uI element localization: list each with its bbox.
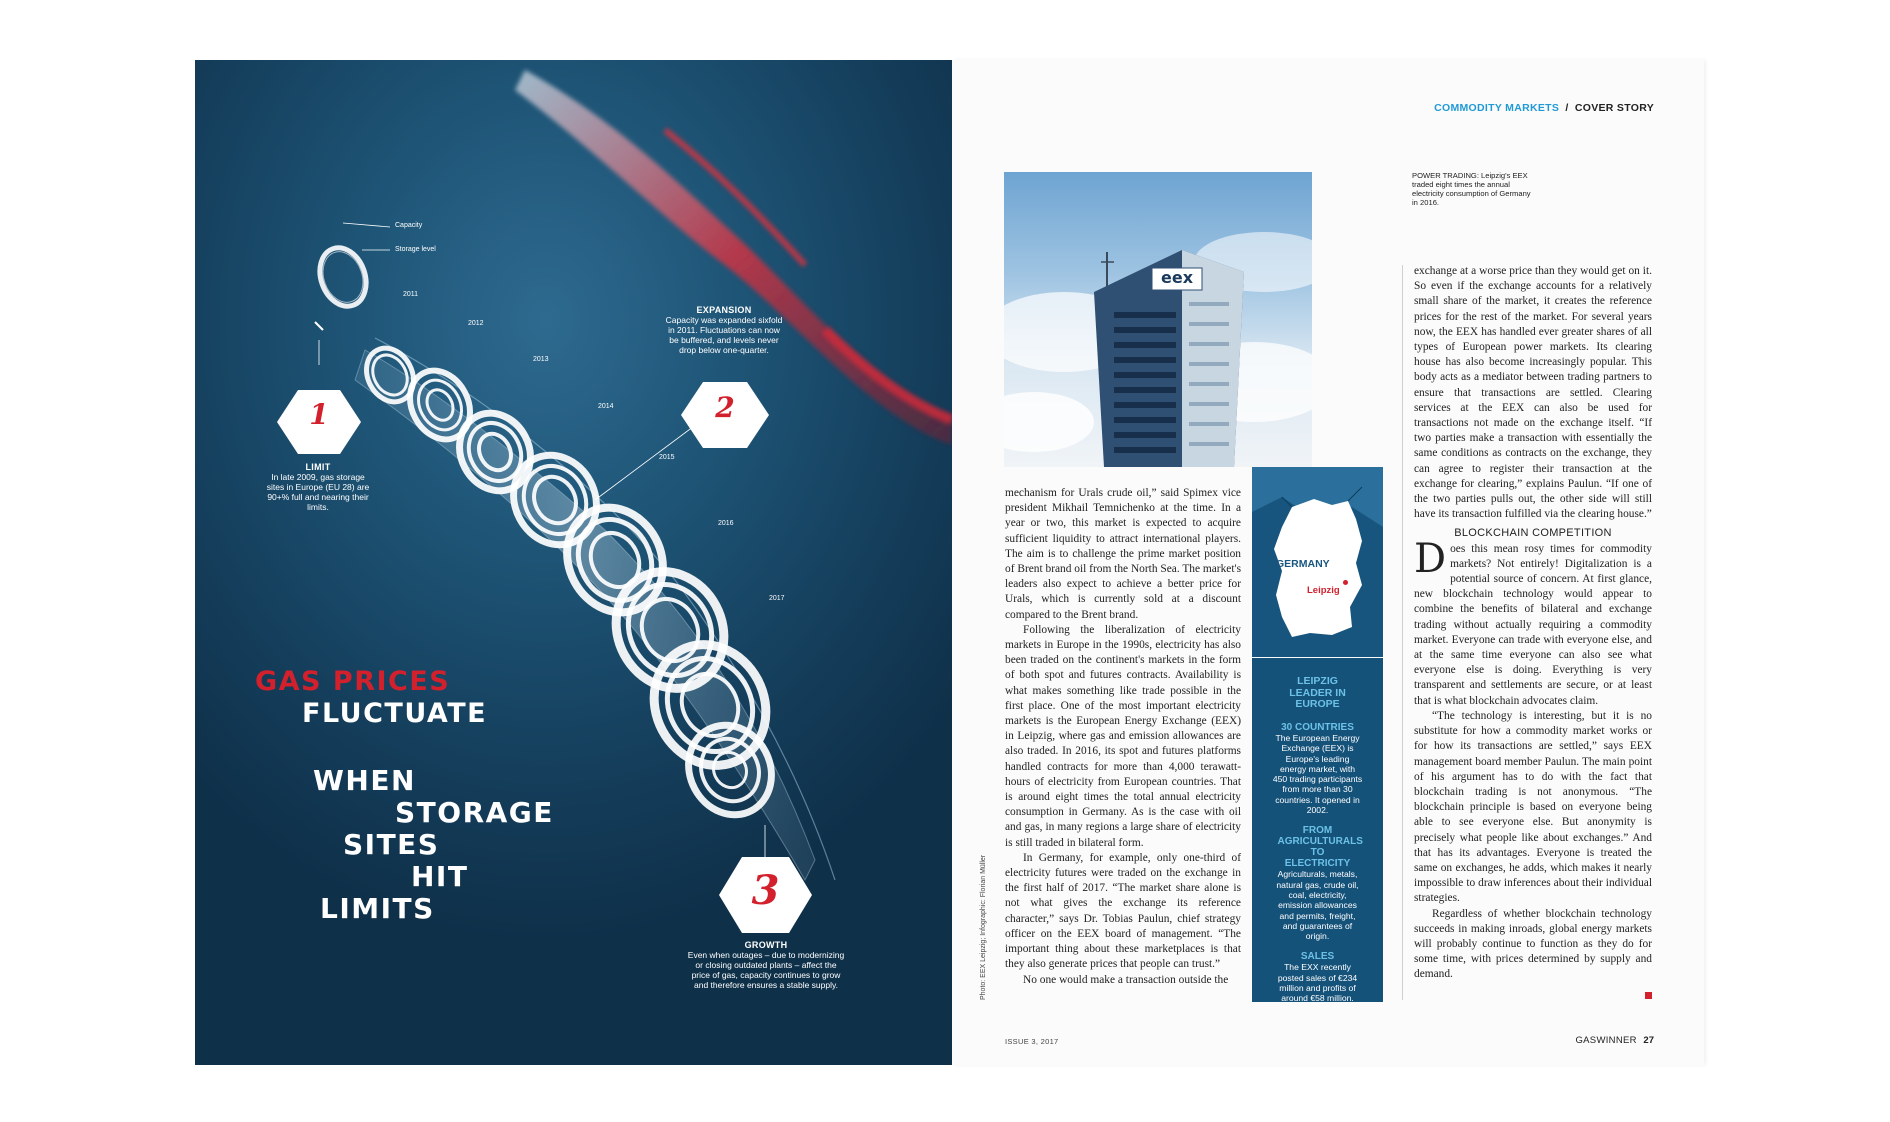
article-column-1 <box>1005 486 1241 988</box>
year-label: 2016 <box>718 520 734 527</box>
right-page-article <box>952 60 1704 1065</box>
sidebar-subtitle: LEADER IN EUROPE <box>1289 687 1346 710</box>
sidebar-section-title: 30 COUNTRIES <box>1281 722 1354 733</box>
sidebar-section-title: SALES <box>1300 951 1335 963</box>
marker-3-title: GROWTH <box>744 940 788 950</box>
marker-3-caption <box>687 940 845 990</box>
legend-capacity: Capacity <box>395 222 423 229</box>
marker-3-text: Even when outages – due to modernizing or closing outdated plants – affect the price of gas, capacity continues to grow and therefore ensures a stable supply. <box>687 950 845 990</box>
left-page-infographic <box>195 60 952 1065</box>
building-photo <box>1004 172 1312 467</box>
dropcap: D <box>1414 535 1447 582</box>
marker-1-caption <box>263 462 373 512</box>
map-city-dot <box>1343 580 1348 585</box>
year-label: 2017 <box>769 595 785 602</box>
col2-paragraph: “The technology is interesting, but it is no substitute for how a commodity market works or for how its transactions are settled,” says EEX management board member Paulun. The main point of his argument has to do with the fact that blockchain trading is not anonymous. “The blockchain principle is based on everyone being able to see everyone else. But anonymity is precisely what people like about exchanges.” And that has its advantages. Everyone is treated the same on exchanges, he adds, which makes it nearly impossible to draw inferences about their individual strategies. <box>1414 709 1652 905</box>
building-illustration <box>1004 172 1312 467</box>
sidebar-section-title: FROM AGRICULTURALS TO ELECTRICITY <box>1277 825 1363 870</box>
subhead: BLOCKCHAIN COMPETITION <box>1454 527 1612 540</box>
col1-paragraph: In Germany, for example, only one-third of electricity futures were traded on the exchange in the first half of 2017. “The market share alone is not what gives the exchange its reference character,” says Dr. Tobias Paulun, chief strategy officer on the EEX board of management. “The important thing about these marketplaces is that they also generate prices that people can trust.” <box>1005 851 1241 971</box>
sidebar-title: LEIPZIG <box>1297 675 1338 687</box>
germany-map <box>1252 467 1383 657</box>
col2-paragraph <box>1414 535 1652 709</box>
sidebar-info-box <box>1252 658 1383 1002</box>
headline-limits: LIMITS <box>320 892 435 925</box>
marker-2-title: EXPANSION <box>696 305 752 315</box>
map-city-label: Leipzig <box>1307 585 1340 596</box>
headline-when: WHEN <box>313 764 416 797</box>
end-mark <box>1645 992 1652 999</box>
year-label: 2012 <box>468 320 484 327</box>
building-sign: eex <box>1160 268 1194 287</box>
marker-1-number: 1 <box>309 398 329 431</box>
col1-paragraph: mechanism for Urals crude oil,” said Spimex vice president Mikhail Temnichenko at the time. In a year or two, this market is expected to acquire sufficient liquidity to attract international players. The aim is to challenge the prime market position of Brent brand oil from the North Sea. The market's leaders also expect to achieve a better price for Urals, which is currently sold at a discount compared to the Brent brand. <box>1005 487 1241 621</box>
footer-magazine: GASWINNER <box>1575 1035 1637 1046</box>
sidebar-section-text: Agriculturals, metals, natural gas, crude oil, coal, electricity, emission allowances and permits, freight, and guarantees of origin. <box>1276 869 1359 942</box>
photo-caption: POWER TRADING: Leipzig's EEX traded eight times the annual electricity consumption of Germany in 2016. <box>1412 171 1531 207</box>
page-header <box>1434 102 1654 114</box>
header-section: COMMODITY MARKETS <box>1434 102 1560 114</box>
photo-credit: Photo: EEX Leipzig; Infographic: Florian Müller <box>980 854 987 1000</box>
header-category: COVER STORY <box>1574 102 1654 114</box>
article-column-2 <box>1414 264 1652 983</box>
year-label: 2013 <box>533 356 549 363</box>
marker-1-text: In late 2009, gas storage sites in Europe (EU 28) are 90+% full and nearing their limits. <box>266 472 370 512</box>
headline-hit: HIT <box>411 860 469 893</box>
headline-sites: SITES <box>343 828 440 861</box>
year-label: 2015 <box>659 454 675 461</box>
headline-gas-prices: GAS PRICES <box>255 666 451 697</box>
legend-ring <box>312 241 374 312</box>
headline-fluctuate: FLUCTUATE <box>302 698 488 729</box>
year-label: 2011 <box>403 291 419 298</box>
footer-right <box>1575 1035 1654 1046</box>
column-divider <box>1402 265 1403 1000</box>
marker-2-number: 2 <box>715 391 735 424</box>
sidebar-section-text: The EXX recently posted sales of €234 million and profits of around €58 million. <box>1277 962 1358 1004</box>
marker-3-number: 3 <box>751 867 780 914</box>
legend-storage-level: Storage level <box>395 246 436 253</box>
col2-paragraph: Regardless of whether blockchain technology succeeds in making inroads, global energy markets will probably continue to function as they do for some time, with prices determined by supply and demand. <box>1414 907 1652 981</box>
headline-storage: STORAGE <box>395 796 554 829</box>
marker-1-title: LIMIT <box>305 462 331 472</box>
year-label: 2014 <box>598 403 614 410</box>
col2-paragraph-text: oes this mean rosy times for commodity markets? Not entirely! Digitalization is a potential source of concern. At first glance, new blockchain technology would appear to combine the benefits of bilateral and exchange trading without actually requiring a commodity market. Everyone can trade with everyone else, and at the same time everyone can also see what everyone else is doing. Everything is very transparent and settlements are secure, or at least that is what blockchain advocates claim. <box>1414 542 1652 707</box>
col1-paragraph: Following the liberalization of electricity markets in Europe in the 1990s, electricity has also been traded on the continent's markets in the form of both spot and futures contracts. Availability is what makes something like trade possible in the first place. One of the most important electricity markets is the European Energy Exchange (EEX) in Leipzig, where gas and emission allowances are also traded. In 2016, its spot and futures platforms handled contracts for more than 4,000 terawatt-hours of electricity from European countries. That is around eight times the total annual electricity consumption in Germany. As is the case with oil and gas, in many regions a large share of electricity is still traded in bilateral form. <box>1005 623 1241 849</box>
marker-2-text: Capacity was expanded sixfold in 2011. Fluctuations can now be buffered, and levels never drop below one-quarter. <box>665 315 783 355</box>
col2-paragraph: exchange at a worse price than they would get on it. So even if the exchange accounts for a relatively small share of the market, it creates the reference prices for the rest of the market. For several years now, the EEX has handled ever greater shares of all types of European power markets. Its clearing house has also become increasingly popular. This body acts as a mediator between trading partners to ensure that transactions are settled. Clearing services at the EEX can also be used for transactions not made on the exchange itself. “If two parties make a transaction with essentially the same conditions as contracts on the exchange, they can agree to register their transaction at the exchange for clearing,” explains Paulun. “If one of the two parties pulls out, the other side will still have its transaction fulfilled via the clearing house.” <box>1414 265 1652 521</box>
sidebar-section-text: The European Energy Exchange (EEX) is Europe's leading energy market, with 450 trading participants from more than 30 countries. It opened in 2002. <box>1272 733 1363 816</box>
page-number: 27 <box>1643 1035 1654 1046</box>
footer-issue: ISSUE 3, 2017 <box>1005 1037 1059 1046</box>
infographic-art <box>195 60 952 1065</box>
header-separator: / <box>1565 102 1569 114</box>
col1-paragraph: No one would make a transaction outside the <box>1023 973 1229 986</box>
map-country-label: GERMANY <box>1276 558 1330 570</box>
marker-2-caption <box>665 305 783 355</box>
